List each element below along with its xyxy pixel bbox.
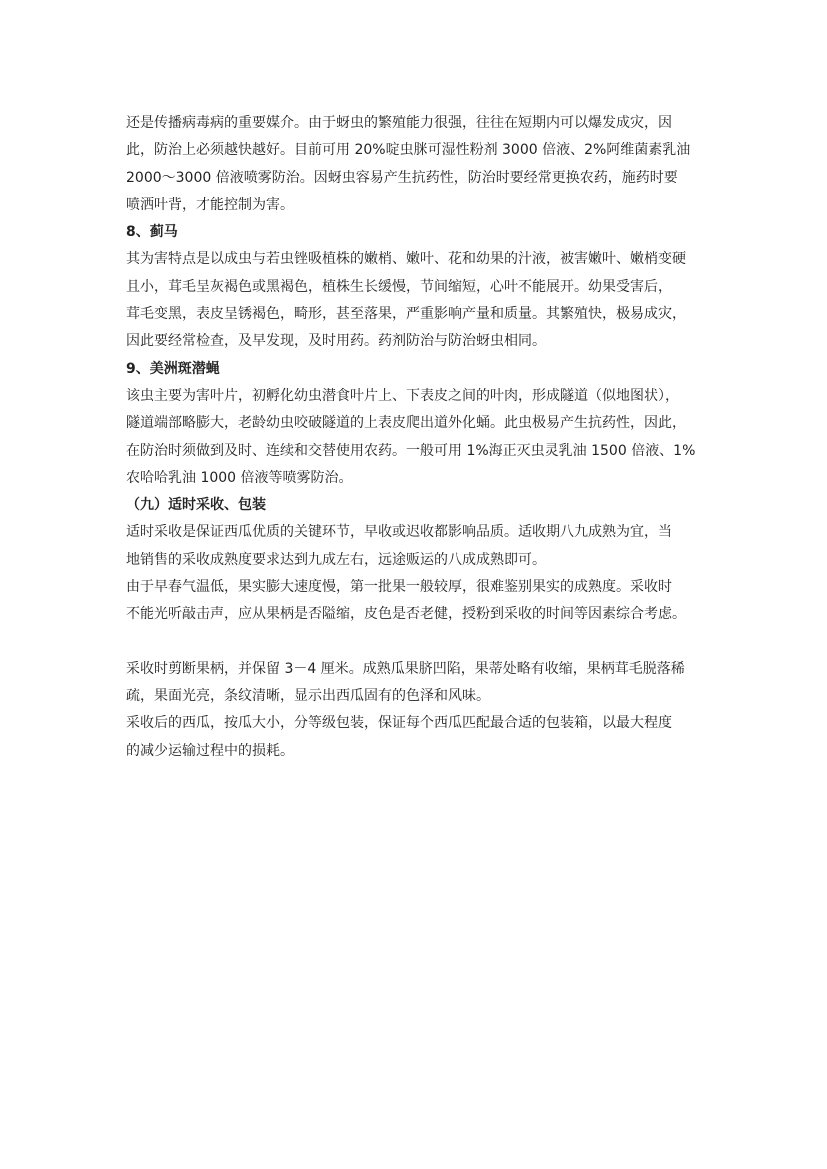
text-line: 地销售的采收成熟度要求达到九成左右，远途贩运的八成成熟即可。 [126,551,546,568]
paragraph-cutting [126,656,706,711]
text-line: 的减少运输过程中的损耗。 [126,742,294,759]
text-line: 该虫主要为害叶片，初孵化幼虫潜食叶片上、下表皮之间的叶肉，形成隧道（似地图状）， [126,387,679,404]
text-line: 疏，果面光亮，条纹清晰，显示出西瓜固有的色泽和风味。 [126,687,490,704]
text-line: 适时采收是保证西瓜优质的关键环节，早收或迟收都影响品质。适收期八九成熟为宜，当 [126,524,672,541]
text-line: 其为害特点是以成虫与若虫锉吸植株的嫩梢、嫩叶、花和幼果的汁液，被害嫩叶、嫩梢变硬 [126,251,686,268]
heading-leafminer: 9、美洲斑潜蝇 [126,360,220,377]
paragraph-packing [126,710,706,765]
document-page [126,110,706,765]
blank-line [126,629,706,656]
paragraph-ripeness [126,574,706,629]
text-line: 因此要经常检查，及早发现，及时用药。药剂防治与防治蚜虫相同。 [126,333,546,350]
text-line: 采收后的西瓜，按瓜大小，分等级包装，保证每个西瓜匹配最合适的包装箱，以最大程度 [126,715,672,732]
text-line: 隧道端部略膨大，老龄幼虫咬破隧道的上表皮爬出道外化蛹。此虫极易产生抗药性，因此， [126,415,686,432]
text-line: 茸毛变黑，表皮呈锈褐色，畸形，甚至落果，严重影响产量和质量。其繁殖快，极易成灾， [126,306,686,323]
text-line: 2000～3000 倍液喷雾防治。因蚜虫容易产生抗药性，防治时要经常更换农药，施药时要 [126,169,678,186]
text-line: 不能光听敲击声，应从果柄是否隘缩，皮色是否老健，授粉到采收的时间等因素综合考虑。 [126,606,686,623]
text-line: 由于早春气温低，果实膨大速度慢，第一批果一般较厚，很难鉴别果实的成熟度。采收时 [126,579,672,596]
heading-thrips: 8、蓟马 [126,224,178,241]
text-line: 在防治时须做到及时、连续和交替使用农药。一般可用 1%海正灭虫灵乳油 1500 倍液、1% [126,442,696,459]
text-line: 农哈哈乳油 1000 倍液等喷雾防治。 [126,469,353,486]
paragraph-aphid-control [126,110,706,219]
paragraph-harvest-timing [126,519,706,574]
paragraph-leafminer [126,383,706,492]
text-line: 此，防治上必须越快越好。目前可用 20%啶虫脒可湿性粉剂 3000 倍液、2%阿维菌素乳油 [126,142,691,159]
text-line: 还是传播病毒病的重要媒介。由于蚜虫的繁殖能力很强，往往在短期内可以爆发成灾，因 [126,115,672,131]
paragraph-thrips [126,246,706,355]
text-line: 采收时剪断果柄，并保留 3－4 厘米。成熟瓜果脐凹陷，果蒂处略有收缩，果柄茸毛脱落稀 [126,660,685,677]
text-line: 且小，茸毛呈灰褐色或黑褐色，植株生长缓慢，节间缩短，心叶不能展开。幼果受害后， [126,278,672,295]
heading-harvest-packing: （九）适时采收、包装 [126,497,266,514]
text-line: 喷洒叶背，才能控制为害。 [126,196,294,213]
